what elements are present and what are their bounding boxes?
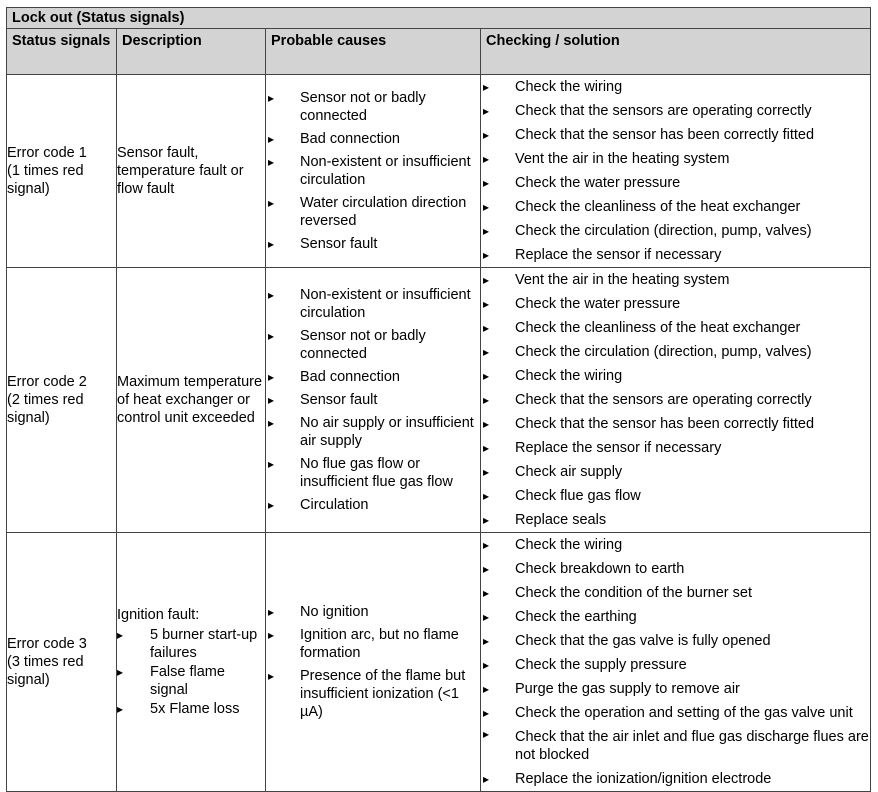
status-cell: Error code 2 (2 times red signal) <box>7 268 117 533</box>
list-item: ▸ Presence of the flame but insufficient ionization (<1 µA) <box>266 667 480 721</box>
list-item: ▸ Sensor not or badly connected <box>266 89 480 125</box>
list-item: ▸ Non-existent or insufficient circulation <box>266 153 480 189</box>
list-item: ▸ Bad connection <box>266 130 480 148</box>
list-item: ▸ No ignition <box>266 603 480 621</box>
list-item: ▸ 5 burner start-up failures <box>117 626 265 662</box>
list-item: ▸ 5x Flame loss <box>117 700 265 718</box>
description-cell: Ignition fault: ▸ 5 burner start-up failures ▸ False flame signal ▸ 5x Flame loss <box>117 533 266 792</box>
table-title-row <box>7 8 871 29</box>
header-causes: Probable causes <box>266 29 481 75</box>
list-item: ▸ Check the cleanliness of the heat exchanger <box>481 195 870 219</box>
header-status: Status signals <box>7 29 117 75</box>
status-cell: Error code 1 (1 times red signal) <box>7 75 117 268</box>
list-item: ▸ Bad connection <box>266 368 480 386</box>
list-item: ▸ Water circulation direction reversed <box>266 194 480 230</box>
list-item: ▸ Check that the sensors are operating correctly <box>481 99 870 123</box>
list-item: ▸ Check air supply <box>481 460 870 484</box>
table-row <box>7 533 871 792</box>
list-item: ▸ Check the wiring <box>481 364 870 388</box>
description-cell: Sensor fault, temperature fault or flow fault <box>117 75 266 268</box>
checks-cell <box>481 75 871 268</box>
list-item: ▸ Replace the sensor if necessary <box>481 436 870 460</box>
list-item: ▸ Ignition arc, but no flame formation <box>266 626 480 662</box>
header-description: Description <box>117 29 266 75</box>
list-item: ▸ Sensor not or badly connected <box>266 327 480 363</box>
list-item: ▸ Check that the sensor has been correctly fitted <box>481 412 870 436</box>
list-item: ▸ Check that the air inlet and flue gas discharge flues are not blocked <box>481 725 870 767</box>
header-row <box>7 29 871 75</box>
list-item: ▸ Check flue gas flow <box>481 484 870 508</box>
list-item: ▸ Check the supply pressure <box>481 653 870 677</box>
causes-cell <box>266 533 481 792</box>
list-item: ▸ Circulation <box>266 496 480 514</box>
list-item: ▸ Check that the sensors are operating correctly <box>481 388 870 412</box>
list-item: ▸ Check the wiring <box>481 75 870 99</box>
list-item: ▸ Check the wiring <box>481 533 870 557</box>
list-item: ▸ Check the operation and setting of the gas valve unit <box>481 701 870 725</box>
list-item: ▸ Check the earthing <box>481 605 870 629</box>
checks-cell <box>481 533 871 792</box>
table-row <box>7 75 871 268</box>
list-item: ▸ Vent the air in the heating system <box>481 147 870 171</box>
causes-cell <box>266 268 481 533</box>
causes-cell <box>266 75 481 268</box>
list-item: ▸ Check that the gas valve is fully opened <box>481 629 870 653</box>
header-checks: Checking / solution <box>481 29 871 75</box>
status-cell: Error code 3 (3 times red signal) <box>7 533 117 792</box>
list-item: ▸ Check that the sensor has been correctly fitted <box>481 123 870 147</box>
list-item: ▸ False flame signal <box>117 663 265 699</box>
list-item: ▸ No flue gas flow or insufficient flue gas flow <box>266 455 480 491</box>
list-item: ▸ No air supply or insufficient air supply <box>266 414 480 450</box>
list-item: ▸ Check the circulation (direction, pump, valves) <box>481 219 870 243</box>
list-item: ▸ Check the water pressure <box>481 171 870 195</box>
table-title: Lock out (Status signals) <box>7 8 871 29</box>
lockout-table <box>6 7 871 792</box>
checks-cell <box>481 268 871 533</box>
list-item: ▸ Non-existent or insufficient circulation <box>266 286 480 322</box>
list-item: ▸ Check the water pressure <box>481 292 870 316</box>
list-item: ▸ Check the condition of the burner set <box>481 581 870 605</box>
list-item: ▸ Check the circulation (direction, pump, valves) <box>481 340 870 364</box>
list-item: ▸ Sensor fault <box>266 235 480 253</box>
list-item: ▸ Check breakdown to earth <box>481 557 870 581</box>
list-item: ▸ Sensor fault <box>266 391 480 409</box>
table-row <box>7 268 871 533</box>
list-item: ▸ Replace seals <box>481 508 870 532</box>
description-cell: Maximum temperature of heat exchanger or control unit exceeded <box>117 268 266 533</box>
list-item: ▸ Check the cleanliness of the heat exchanger <box>481 316 870 340</box>
list-item: ▸ Vent the air in the heating system <box>481 268 870 292</box>
list-item: ▸ Replace the sensor if necessary <box>481 243 870 267</box>
list-item: ▸ Purge the gas supply to remove air <box>481 677 870 701</box>
list-item: ▸ Replace the ionization/ignition electrode <box>481 767 870 791</box>
